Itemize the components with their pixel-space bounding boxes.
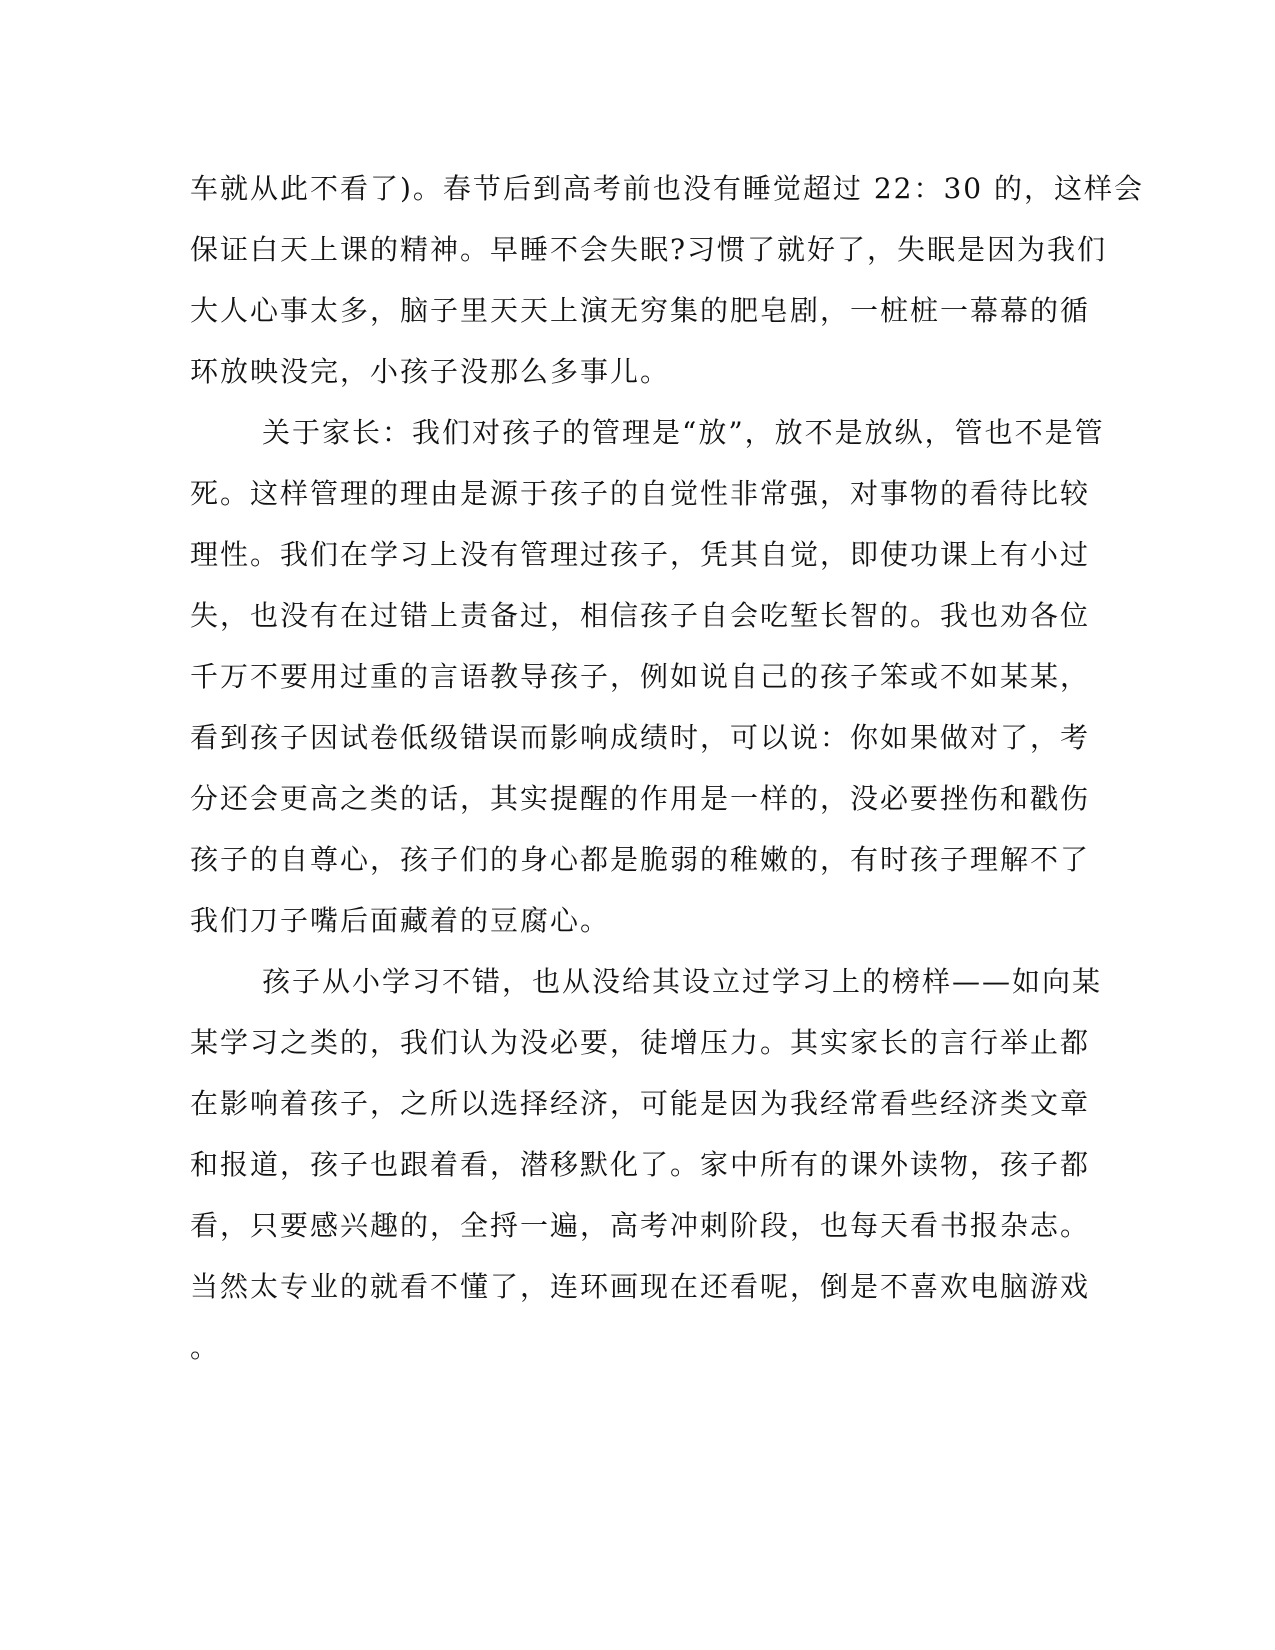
paragraph-2-line-8: 孩子的自尊心，孩子们的身心都是脆弱的稚嫩的，有时孩子理解不了 <box>190 843 1091 876</box>
paragraph-3-line-7: 。 <box>190 1331 221 1364</box>
paragraph-3-line-4: 和报道，孩子也跟着看，潜移默化了。家中所有的课外读物，孩子都 <box>190 1148 1091 1181</box>
document-body <box>190 158 1144 1378</box>
paragraph-2-line-5: 千万不要用过重的言语教导孩子，例如说自己的孩子笨或不如某某， <box>190 660 1091 693</box>
paragraph-2-line-6: 看到孩子因试卷低级错误而影响成绩时，可以说：你如果做对了，考 <box>190 721 1091 754</box>
paragraph-1-line-4: 环放映没完，小孩子没那么多事儿。 <box>190 355 671 388</box>
paragraph-2-line-7: 分还会更高之类的话，其实提醒的作用是一样的，没必要挫伤和戳伤 <box>190 782 1091 815</box>
paragraph-1-line-2: 保证白天上课的精神。早睡不会失眠?习惯了就好了，失眠是因为我们 <box>190 233 1108 266</box>
paragraph-3-line-3: 在影响着孩子，之所以选择经济，可能是因为我经常看些经济类文章 <box>190 1087 1091 1120</box>
paragraph-2-line-4: 失，也没有在过错上责备过，相信孩子自会吃堑长智的。我也劝各位 <box>190 599 1091 632</box>
paragraph-3-line-5: 看，只要感兴趣的，全捋一遍，高考冲刺阶段，也每天看书报杂志。 <box>190 1209 1091 1242</box>
paragraph-3-line-2: 某学习之类的，我们认为没必要，徒增压力。其实家长的言行举止都 <box>190 1026 1091 1059</box>
paragraph-1-line-3: 大人心事太多，脑子里天天上演无穷集的肥皂剧，一桩桩一幕幕的循 <box>190 294 1091 327</box>
paragraph-3-line-6: 当然太专业的就看不懂了，连环画现在还看呢，倒是不喜欢电脑游戏 <box>190 1270 1091 1303</box>
paragraph-2-line-2: 死。这样管理的理由是源于孩子的自觉性非常强，对事物的看待比较 <box>190 477 1091 510</box>
paragraph-3-line-1: 孩子从小学习不错，也从没给其设立过学习上的榜样——如向某 <box>262 965 1103 998</box>
paragraph-2-line-1: 关于家长：我们对孩子的管理是“放”，放不是放纵，管也不是管 <box>262 416 1105 449</box>
paragraph-2-line-9: 我们刀子嘴后面藏着的豆腐心。 <box>190 904 611 937</box>
paragraph-1-line-1: 车就从此不看了)。春节后到高考前也没有睡觉超过 22：30 的，这样会 <box>190 172 1144 205</box>
paragraph-2-line-3: 理性。我们在学习上没有管理过孩子，凭其自觉，即使功课上有小过 <box>190 538 1091 571</box>
